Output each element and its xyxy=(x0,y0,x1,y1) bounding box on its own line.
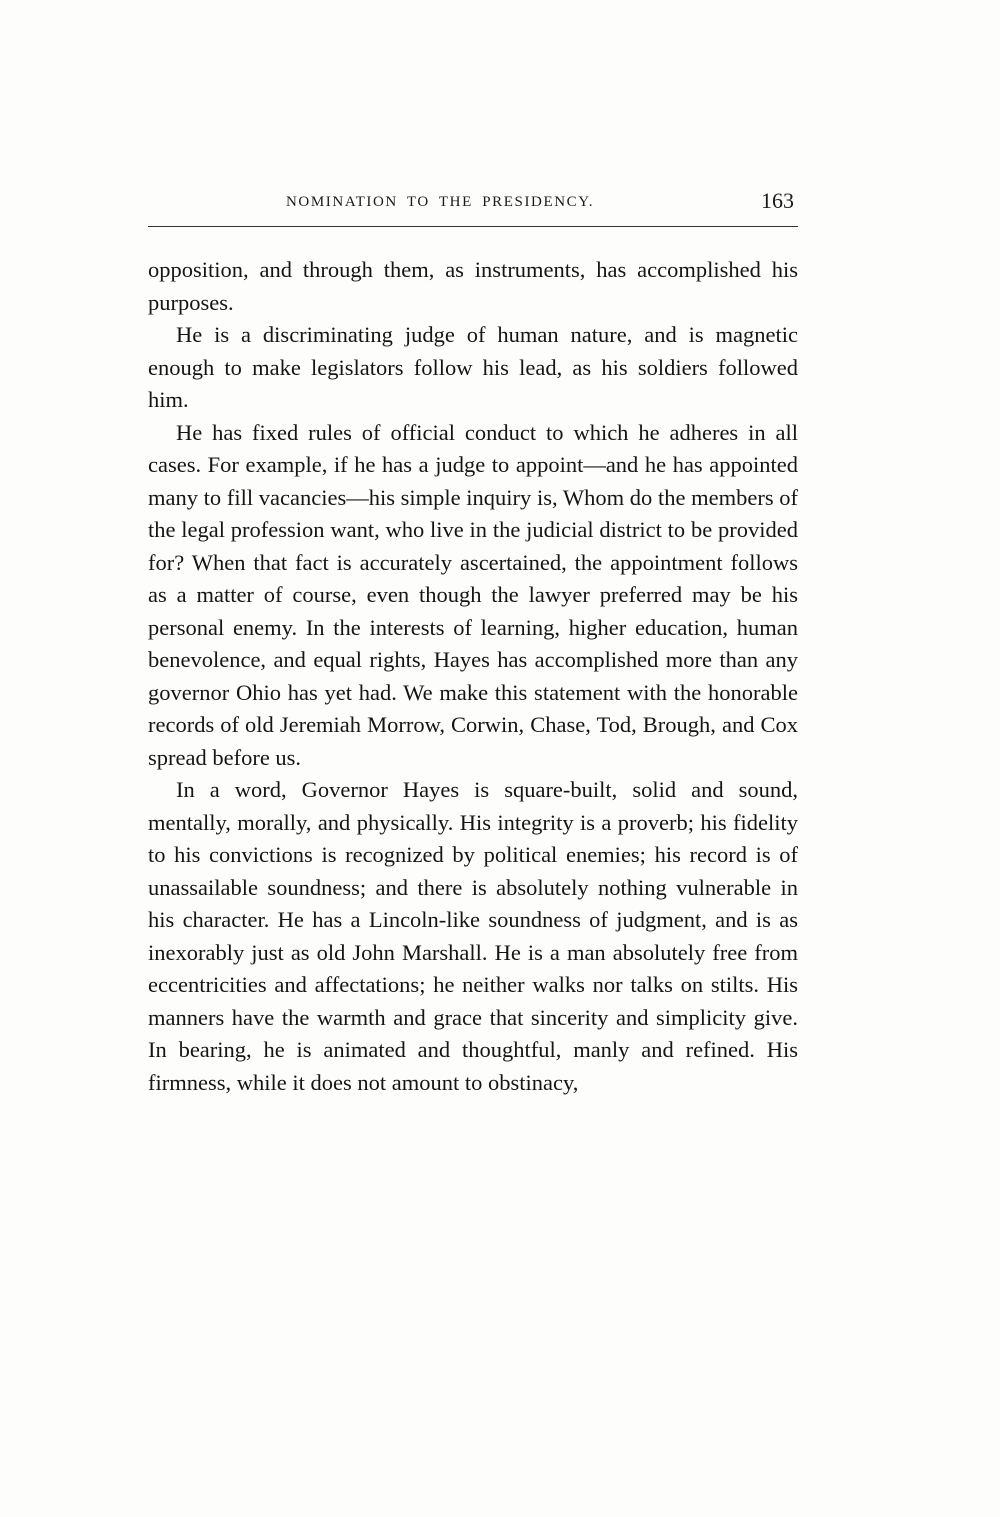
page-number: 163 xyxy=(761,188,794,213)
paragraph: He is a discriminating judge of human nature, and is magnetic enough to make legislators follow his lead, as his soldiers followed him. xyxy=(148,322,798,412)
paragraph-continued: opposition, and through them, as instruments, has accomplished his purposes. xyxy=(148,257,798,315)
paragraph: In a word, Governor Hayes is square-built, solid and sound, mentally, morally, and physically. His integrity is a proverb; his fidelity to his convictions is recognized by political enemies; his record is of unassailable soundness; and there is absolutely nothing vulnerable in his character. He has a Lincoln-like soundness of judgment, and is as inexorably just as old John Marshall. He is a man absolutely free from eccentricities and affectations; he neither walks nor talks on stilts. His manners have the warmth and grace that sincerity and simplicity give. In bearing, he is animated and thoughtful, manly and refined. His firmness, while it does not amount to obstinacy, xyxy=(148,777,798,1095)
body-text xyxy=(148,254,798,1099)
running-title: NOMINATION TO THE PRESIDENCY. xyxy=(286,194,595,210)
header-rule xyxy=(148,226,798,227)
paragraph: He has fixed rules of official conduct to which he adheres in all cases. For example, if he has a judge to appoint—and he has appointed many to fill vacancies—his simple inquiry is, Whom do the members of the legal profession want, who live in the judicial district to be provided for? When that fact is accurately ascertained, the appointment follows as a matter of course, even though the lawyer preferred may be his personal enemy. In the interests of learning, higher education, human benevolence, and equal rights, Hayes has accomplished more than any governor Ohio has yet had. We make this statement with the honorable records of old Jeremiah Morrow, Corwin, Chase, Tod, Brough, and Cox spread before us. xyxy=(148,419,798,770)
running-head xyxy=(148,188,800,218)
